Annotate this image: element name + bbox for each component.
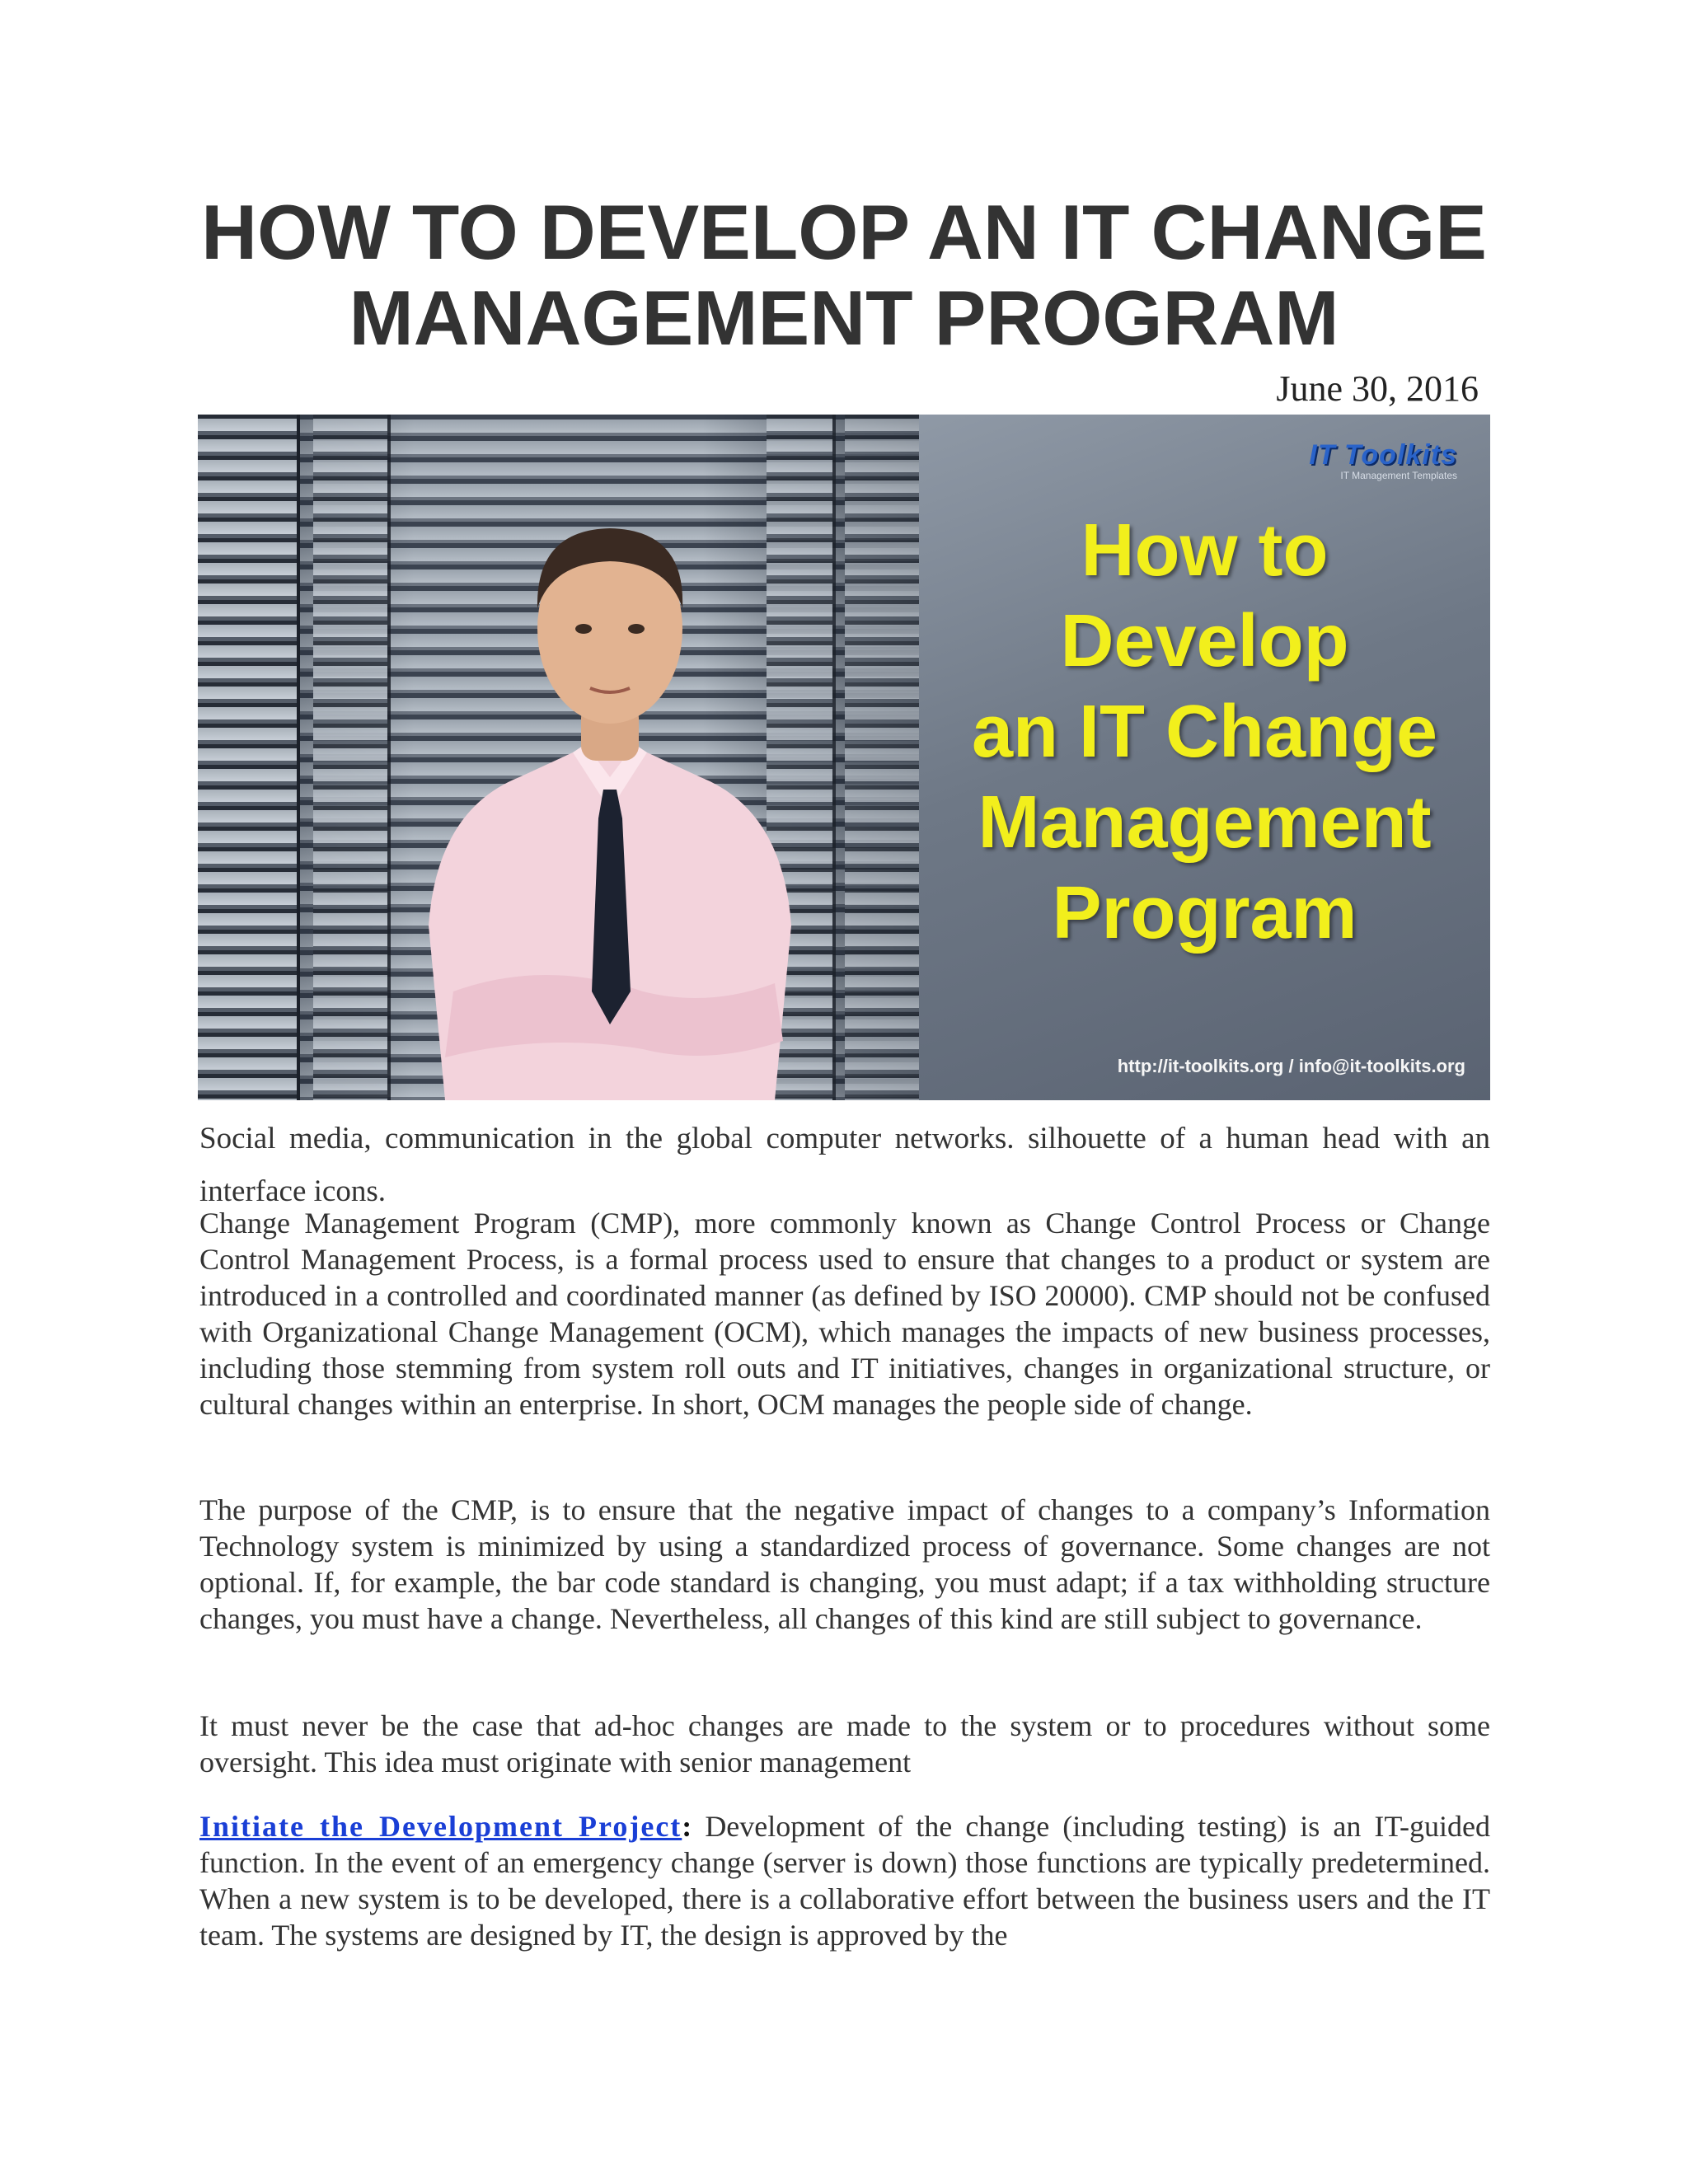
- image-headline: [919, 505, 1490, 958]
- brand-tagline: IT Management Templates: [1340, 470, 1457, 481]
- headline-panel: [919, 415, 1490, 1100]
- headline-line: How to: [1081, 509, 1329, 592]
- hero-image: [198, 415, 1490, 1100]
- paragraph-text: Development of the change (including testing) is an IT-guided function. In the event of an emergency change (server is down) those functions are typically predetermined. When a new system is to be developed, there is a collaborative effort between the business users and the IT team. The systems are designed by IT, the design is approved by the: [199, 1810, 1490, 1952]
- paragraph-cmp-purpose: The purpose of the CMP, is to ensure that the negative impact of changes to a company’s Information Technology system is minimized by using a standardized process of governance. Some changes are not optional. If, for example, the bar code standard is changing, you must adapt; if a tax withholding structure changes, you must have a change. Nevertheless, all changes of this kind are still subject to governance.: [199, 1493, 1490, 1635]
- page-title: [165, 190, 1523, 361]
- headline-line: Program: [1052, 872, 1357, 954]
- brand-name: IT Toolkits: [1309, 439, 1457, 471]
- server-rack-graphic: [845, 415, 922, 1100]
- server-rack-graphic: [198, 415, 300, 1100]
- paragraph-cmp-definition: Change Management Program (CMP), more commonly known as Change Control Process or Change Control Management Process, is a formal process used to ensure that changes to a product or system are introduced in a controlled and coordinated manner (as defined by ISO 20000). CMP should not be confused with Organizational Change Management (OCM), which manages the impacts of new business processes, including those stemming from system roll outs and IT initiatives, changes in organizational structure, or cultural changes within an enterprise. In short, OCM manages the people side of change.: [199, 1207, 1490, 1421]
- title-line-2: MANAGEMENT PROGRAM: [349, 274, 1339, 361]
- image-caption: Social media, communication in the global computer networks. silhouette of a human head with an interface icons.: [199, 1122, 1490, 1208]
- headline-line: Management: [978, 781, 1432, 864]
- brand-logo: [1309, 439, 1457, 481]
- image-url-text: http://it-toolkits.org / info@it-toolkits.org: [1117, 1056, 1465, 1076]
- link-colon: :: [682, 1810, 692, 1843]
- title-line-1: HOW TO DEVELOP AN IT CHANGE: [201, 189, 1487, 275]
- headline-line: an IT Change: [971, 691, 1438, 773]
- headline-line: Develop: [1060, 600, 1349, 682]
- initiate-project-link[interactable]: Initiate the Development Project: [199, 1810, 682, 1843]
- server-room-photo: [198, 415, 919, 1100]
- paragraph-initiate-project: [199, 1808, 1490, 1953]
- server-rack-graphic: [313, 415, 391, 1100]
- paragraph-oversight: It must never be the case that ad-hoc changes are made to the system or to procedures without some oversight. This idea must originate with senior management: [199, 1709, 1490, 1779]
- person-illustration: [396, 464, 824, 1100]
- publish-date: June 30, 2016: [1276, 368, 1479, 409]
